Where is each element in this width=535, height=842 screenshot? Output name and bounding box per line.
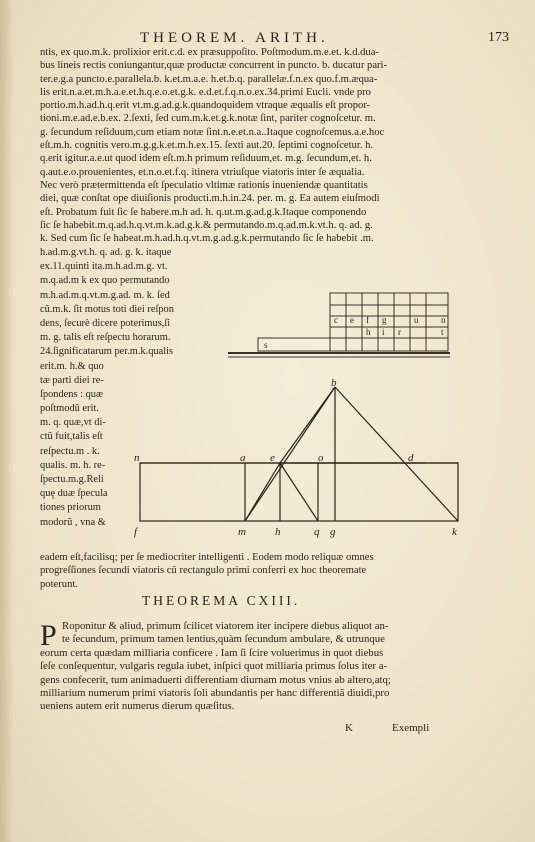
text-line: ſeſe conſequentur, vulgaris regula iubet, inſpici quot milliaria primus ſolus iter a- bbox=[40, 660, 388, 673]
text-line: dens, ſecurè dicere poterimus,ſi bbox=[40, 317, 171, 329]
text-line: g. ſecundum reſiduum,cum etiam notæ ſint.n.e.et.n.a..Itaque cognoſcemus.a.e.hoc bbox=[40, 126, 385, 138]
diagram-label-m: m bbox=[238, 526, 246, 538]
text-line: q.erit igitur.a.e.ut quod idem eſt.m.h primum reſiduum,et. m.g. ſecundum,et. h. bbox=[40, 153, 372, 165]
diagram-label-d: d bbox=[408, 452, 414, 464]
table-label-n: n bbox=[441, 315, 446, 325]
table-label-t: t bbox=[441, 327, 444, 337]
text-line: q.aut.e.o.prouenientes, et.n.o.et.f.q. itinera vtriuſque viatoris inter ſe æqualia. bbox=[40, 166, 365, 178]
text-line: modorũ , vna & bbox=[40, 516, 106, 528]
table-label-h: h bbox=[366, 327, 371, 337]
text-line: ctũ fuit,talis eſt bbox=[40, 431, 103, 443]
text-line: quę duæ ſpecula bbox=[40, 488, 108, 500]
diagram-label-a: a bbox=[240, 452, 246, 464]
text-line: eſt.m.h. cognitis vero.m.g.g.k.et.m.h.ex.15. ſexti aut.20. ſeptimi cognoſcetur. h. bbox=[40, 140, 374, 152]
text-line: portio.m.h.ad.h.q.erit vt.m.g.ad.g.k.quandoquidem vtraque æqualis eſt propor- bbox=[40, 100, 371, 112]
text-line: qualis. m. h. re- bbox=[40, 459, 106, 471]
signature-mark: K bbox=[345, 722, 353, 734]
text-line: tiones priorum bbox=[40, 502, 101, 514]
text-line: milliarium numerum primi viatoris ſoli abundantis per hanc differentiã diuidi,pro bbox=[40, 686, 390, 699]
diagram-label-n: n bbox=[134, 452, 140, 464]
table-label-i: i bbox=[382, 327, 385, 337]
diagram-label-k: k bbox=[452, 526, 457, 538]
text-line: ſpectu.m.g.Reli bbox=[40, 474, 104, 485]
text-line: 24.ſignificatarum per.m.k.qualis bbox=[40, 346, 174, 358]
text-line: eorum certa quædam milliaria conficere . Iam ſi ſcire voluerimus in quot diebus bbox=[40, 646, 384, 659]
diagram-label-g: g bbox=[330, 526, 336, 538]
diagram-label-o: o bbox=[318, 452, 324, 464]
text-line: erit.m. h.& quo bbox=[40, 360, 104, 372]
table-label-c: c bbox=[334, 315, 338, 325]
table-label-g: g bbox=[382, 315, 387, 325]
text-line: tioni.m.e.ad.e.b.ex. 2.ſexti, ſed cum.m.k.et.g.k.notæ ſint, pariter cognoſcetur. m. bbox=[40, 113, 376, 125]
text-line: lis erit.n.a.et.m.h.a.e.et.h.q.e.o.et.g.k. e.d.et.f.q.n.o.ex.34.primi Eucli. vnde pro bbox=[40, 86, 371, 98]
table-label-r: r bbox=[398, 327, 401, 337]
page-number: 173 bbox=[488, 30, 509, 45]
table-frame bbox=[330, 293, 448, 351]
text-line: cũ.m.k. ſit motus toti diei reſpon bbox=[40, 303, 174, 315]
theorem-heading: THEOREMA CXIII. bbox=[142, 593, 301, 608]
spine-shadow bbox=[0, 0, 14, 842]
geometric-diagram bbox=[130, 375, 460, 540]
diagram-label-h: h bbox=[275, 526, 281, 538]
text-line: h.ad.m.g.vt.h. q. ad. g. k. itaque bbox=[40, 247, 172, 258]
text-line: ſic ſe habebit.m.q.ad.h.q.vt.m.k.ad.g.k.& permutando.m.q.ad.m.k.vt.h. q. ad. g. bbox=[40, 219, 373, 231]
text-line: ntis, ex quo.m.k. prolixior erit.c.d. ex præsuppoſito. Poſtmodum.m.e.et. k.d.dua- bbox=[40, 47, 379, 58]
diagram-label-b: b bbox=[331, 377, 337, 389]
theorem-paragraph bbox=[40, 620, 391, 714]
text-line: gens confecerit, tum animaduerti differentiam diurnam motus vnius ab altero,atq; bbox=[40, 673, 391, 686]
text-line: te ſecundum, primum tamen lentius,quàm ſecundum ambulare, & utrunque bbox=[62, 633, 385, 646]
table-label-u: u bbox=[414, 315, 419, 325]
text-line: eadem eſt,facilisq; per ſe mediocriter intelligenti . Eodem modo reliquæ omnes bbox=[40, 552, 374, 563]
catchword: Exempli bbox=[392, 722, 430, 734]
table-label-e: e bbox=[350, 315, 354, 325]
text-line: m.q.ad.m k ex quo permutando bbox=[40, 275, 170, 287]
text-line: eſt. Probatum fuit ſic ſe habere.m.h ad. h. q.ut.m.g.ad.g.k.Itaque componendo bbox=[40, 206, 367, 218]
diagram-label-q: q bbox=[314, 526, 320, 538]
text-line: ter.e.g.a puncto.e.parallela.b. k.et.m.a.e. h.et.b.q. parallelæ.f.n.ex quo.f.m.æqua- bbox=[40, 73, 378, 85]
text-line: bus lineis rectis coniungantur,quæ productæ concurrent in puncto. b. ducatur pari- bbox=[40, 60, 388, 72]
text-line: diei, quæ conſtat ope diuiſionis producti.m.h.in.24. per. m. g. Ea autem eiuſmodi bbox=[40, 193, 380, 205]
text-line: m. g. talis eſt reſpectu horarum. bbox=[40, 332, 171, 344]
running-header: THEOREM. ARITH. bbox=[140, 30, 329, 46]
line-b-k bbox=[335, 387, 458, 521]
text-line: Nec verò prætermittenda eſt ſpeculatio vltimæ rationis inueniendæ quantitatis bbox=[40, 179, 368, 191]
diagram-label-f: f bbox=[134, 526, 138, 538]
text-line: ueniens autem erit numerus dierum quæſitus. bbox=[40, 700, 235, 713]
text-line: poterunt. bbox=[40, 578, 78, 590]
table-figure bbox=[228, 285, 460, 363]
table-label-s: s bbox=[264, 340, 268, 350]
text-line: m. q. quæ,vt di- bbox=[40, 417, 106, 429]
text-line: ex.11.quinti ita.m.h.ad.m.g. vt. bbox=[40, 261, 168, 273]
text-line: k. Sed cum ſic ſe habeat.m.h.ad.h.q.vt.m.g.ad.g.k.permutando ſic ſe habebit .m. bbox=[40, 233, 374, 245]
text-line: poſtmodũ erit. bbox=[40, 403, 99, 415]
text-line: ſpondens : quæ bbox=[40, 388, 103, 400]
drop-capital: P bbox=[40, 619, 57, 652]
table-label-f: f bbox=[366, 315, 369, 325]
body-text-upper bbox=[40, 46, 387, 245]
body-text-lower bbox=[40, 551, 374, 591]
text-line: Roponitur & aliud, primum ſcilicet viatorem iter incipere diebus aliquot an- bbox=[62, 620, 389, 632]
text-line: reſpectu.m . k. bbox=[40, 445, 100, 457]
diagram-label-e: e bbox=[270, 452, 275, 464]
text-line: tæ parti diei re- bbox=[40, 374, 104, 386]
text-line: m.h.ad.m.q.vt.m.g.ad. m. k. ſed bbox=[40, 289, 170, 301]
text-line: progreſſiones ſecundi viatoris cũ rectangulo primi conferri ex hoc theoremate bbox=[40, 565, 367, 577]
